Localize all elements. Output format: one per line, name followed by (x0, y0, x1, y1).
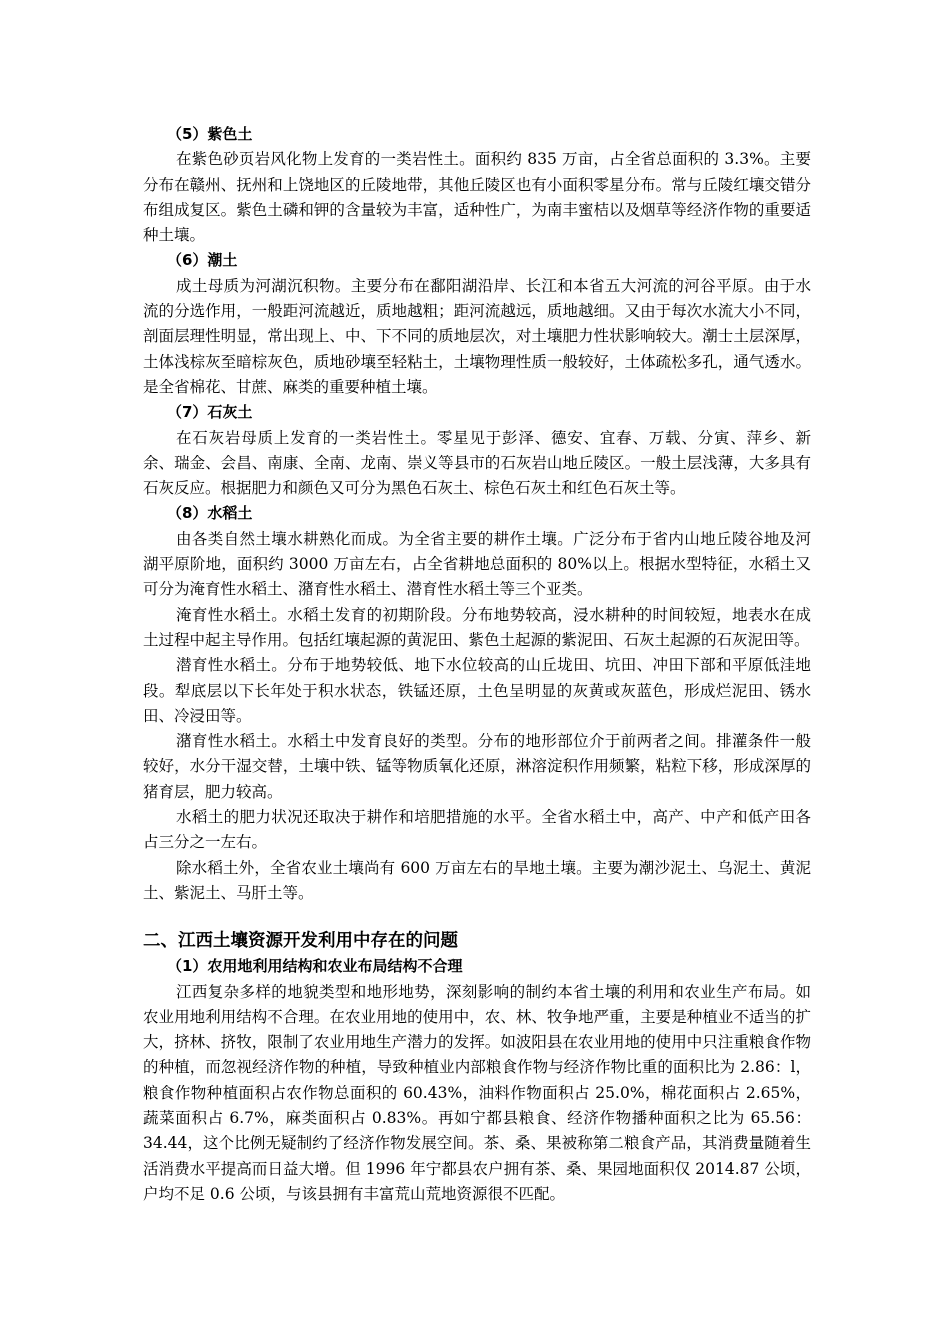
paragraph: 江西复杂多样的地貌类型和地形地势，深刻影响的制约本省土壤的利用和农业生产布局。如农业用地利用结构不合理。在农业用地的使用中，农、林、牧争地严重，主要是种植业不适当的扩大，挤林、挤牧，限制了农业用地生产潜力的发挥。如波阳县在农业用地的使用中只注重粮食作物的种植，而忽视经济作物的种植，导致种植业内部粮食作物与经济作物比重的面积比为 2.86：l，粮食作物种植面积占农作物总面积的 60.43%，油料作物面积占 25.0%，棉花面积占 2.65%，蔬菜面积占 6.7%，麻类面积占 0.83%。再如宁都县粮食、经济作物播种面积之比为 65.56：34.44，这个比例无疑制约了经济作物发展空间。茶、桑、果被称第二粮食产品，其消费量随着生活消费水平提高而日益大增。但 1996 年宁都县农户拥有茶、桑、果园地面积仅 2014.87 公顷，户均不足 0.6 公顷，与该县拥有丰富荒山荒地资源很不匹配。 (143, 982, 811, 1203)
heading-purple-soil: （5）紫色土 (167, 125, 253, 143)
paragraph: 在紫色砂页岩风化物上发育的一类岩性土。面积约 835 万亩，占全省总面积的 3.3%。主要分布在赣州、抚州和上饶地区的丘陵地带，其他丘陵区也有小面积零星分布。常与丘陵红壤交错分布组成复区。紫色土磷和钾的含量较为丰富，适种性广，为南丰蜜桔以及烟草等经济作物的重要适种土壤。 (143, 150, 811, 245)
paragraph: 潴育性水稻土。水稻土中发育良好的类型。分布的地形部位介于前两者之间。排灌条件一般较好，水分干湿交替，土壤中铁、锰等物质氧化还原，淋溶淀积作用频繁，粘粒下移，形成深厚的猪育层，肥力较高。 (143, 732, 811, 801)
heading-land-use-structure: （1）农用地利用结构和农业布局结构不合理 (167, 957, 463, 976)
paragraph: 潜育性水稻土。分布于地势较低、地下水位较高的山丘垅田、坑田、冲田下部和平原低洼地段。犁底层以下长年处于积水状态，铁锰还原，土色呈明显的灰黄或灰蓝色，形成烂泥田、锈水田、冷浸田等。 (143, 656, 811, 725)
paragraph: 在石灰岩母质上发育的一类岩性土。零星见于彭泽、德安、宜春、万载、分寅、萍乡、新余、瑞金、会昌、南康、全南、龙南、崇义等县市的石灰岩山地丘陵区。一般土层浅薄，大多具有石灰反应。根据肥力和颜色又可分为黑色石灰土、棕色石灰土和红色石灰土等。 (143, 428, 811, 498)
section-title: 二、江西土壤资源开发利用中存在的问题 (143, 931, 458, 952)
paragraph: 由各类自然土壤水耕熟化而成。为全省主要的耕作土壤。广泛分布于省内山地丘陵谷地及河湖平原阶地，面积约 3000 万亩左右，占全省耕地总面积的 80%以上。根据水型特征，水稻土又可分为淹育性水稻土、潴育性水稻土、潜育性水稻土等三个亚类。 (143, 529, 811, 599)
heading-paddy-soil: （8）水稻土 (167, 504, 253, 523)
paragraph: 除水稻土外，全省农业土壤尚有 600 万亩左右的旱地土壤。主要为潮沙泥土、乌泥土、黄泥土、紫泥土、马肝土等。 (143, 858, 811, 902)
paragraph: 水稻土的肥力状况还取决于耕作和培肥措施的水平。全省水稻土中，高产、中产和低产田各占三分之一左右。 (143, 808, 811, 852)
heading-fluvo-aquic-soil: （6）潮土 (167, 251, 238, 270)
paragraph: 成土母质为河湖沉积物。主要分布在鄱阳湖沿岸、长江和本省五大河流的河谷平原。由于水流的分选作用，一般距河流越近，质地越粗；距河流越远，质地越细。又由于每次水流大小不同，剖面层理性明显，常出现上、中、下不同的质地层次，对土壤肥力性状影响较大。潮士土层深厚，土体浅棕灰至暗棕灰色，质地砂壤至轻粘土，土壤物理性质一般较好，土体疏松多孔，通气透水。是全省棉花、甘蔗、麻类的重要种植土壤。 (143, 276, 811, 396)
document-page (143, 122, 811, 1207)
heading-limestone-soil: （7）石灰土 (167, 403, 253, 422)
paragraph: 淹育性水稻土。水稻土发育的初期阶段。分布地势较高，浸水耕种的时间较短，地表水在成土过程中起主导作用。包括红壤起源的黄泥田、紫色土起源的紫泥田、石灰土起源的石灰泥田等。 (143, 605, 811, 649)
